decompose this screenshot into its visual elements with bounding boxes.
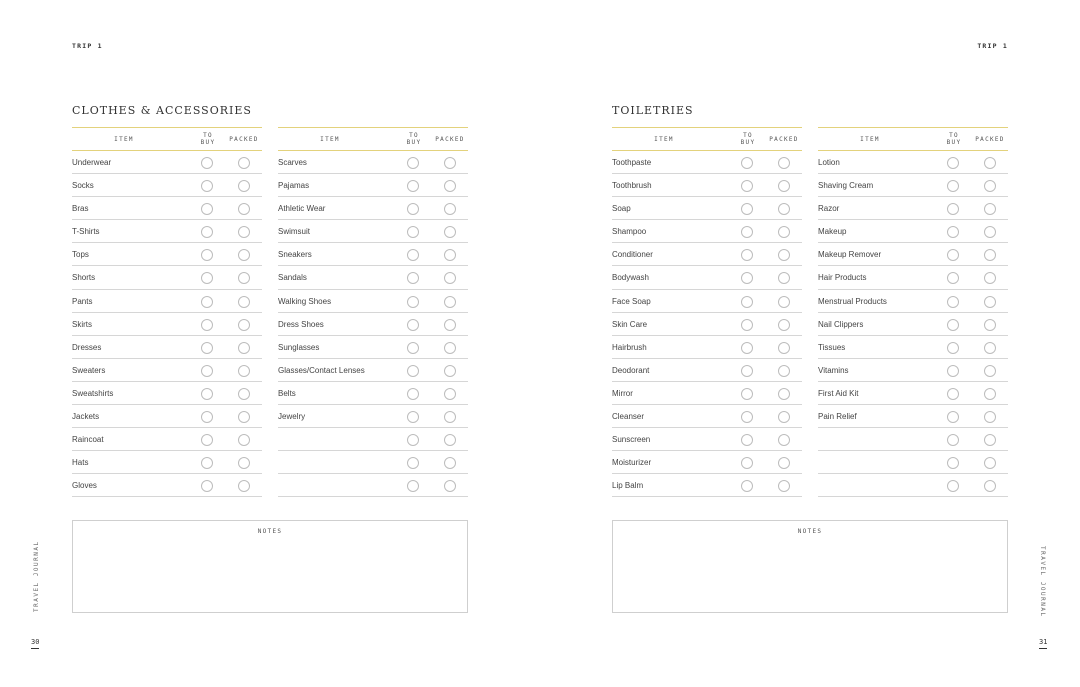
item-label: Pajamas — [278, 181, 310, 191]
packed-checkbox[interactable] — [444, 365, 456, 377]
item-label: Sunscreen — [612, 435, 651, 445]
packed-checkbox[interactable] — [984, 180, 996, 192]
item-label: Menstrual Products — [818, 296, 887, 306]
table-row — [278, 313, 468, 336]
to-buy-checkbox[interactable] — [947, 180, 959, 192]
table-row — [818, 405, 1008, 428]
table-row — [818, 359, 1008, 382]
packed-checkbox[interactable] — [778, 296, 790, 308]
header-item: ITEM — [320, 136, 340, 143]
packed-checkbox[interactable] — [984, 365, 996, 377]
to-buy-checkbox[interactable] — [407, 342, 419, 354]
table-row — [612, 220, 802, 243]
table-row — [612, 266, 802, 289]
item-label: Shampoo — [612, 227, 647, 237]
item-label: Toothbrush — [612, 181, 652, 191]
to-buy-checkbox[interactable] — [407, 249, 419, 261]
packed-checkbox[interactable] — [444, 388, 456, 400]
to-buy-checkbox[interactable] — [201, 365, 213, 377]
header-packed: PACKED — [229, 136, 259, 143]
to-buy-checkbox[interactable] — [201, 226, 213, 238]
to-buy-checkbox[interactable] — [407, 180, 419, 192]
item-label: Glasses/Contact Lenses — [278, 365, 365, 375]
packed-checkbox[interactable] — [238, 249, 250, 261]
packed-checkbox[interactable] — [984, 203, 996, 215]
to-buy-checkbox[interactable] — [741, 249, 753, 261]
table-row — [612, 290, 802, 313]
packed-checkbox[interactable] — [444, 249, 456, 261]
to-buy-checkbox[interactable] — [741, 457, 753, 469]
item-label: Soap — [612, 204, 631, 214]
table-row — [72, 290, 262, 313]
item-label: Pants — [72, 296, 93, 306]
page-number: 30 — [31, 638, 39, 649]
item-label: Lotion — [818, 158, 840, 167]
item-label: Tops — [72, 250, 89, 260]
packed-checkbox[interactable] — [778, 342, 790, 354]
table-row — [818, 174, 1008, 197]
spine-label: TRAVEL JOURNAL — [33, 540, 40, 612]
table-row — [72, 359, 262, 382]
packed-checkbox[interactable] — [778, 388, 790, 400]
trip-label: TRIP 1 — [977, 42, 1008, 50]
item-label: Vitamins — [818, 365, 849, 375]
table-row — [72, 197, 262, 220]
table-row — [818, 474, 1008, 497]
packed-checkbox[interactable] — [778, 226, 790, 238]
item-label: Face Soap — [612, 296, 651, 306]
table-row — [818, 243, 1008, 266]
packed-checkbox[interactable] — [984, 480, 996, 492]
to-buy-checkbox[interactable] — [947, 249, 959, 261]
table-row — [72, 174, 262, 197]
item-label: Deodorant — [612, 365, 650, 375]
packed-checkbox[interactable] — [984, 411, 996, 423]
header-packed: PACKED — [769, 136, 799, 143]
table-row — [278, 174, 468, 197]
item-label: Jackets — [72, 412, 100, 422]
to-buy-checkbox[interactable] — [407, 272, 419, 284]
to-buy-checkbox[interactable] — [947, 457, 959, 469]
packed-checkbox[interactable] — [778, 203, 790, 215]
table-row — [612, 313, 802, 336]
packed-checkbox[interactable] — [238, 296, 250, 308]
notes-label: NOTES — [257, 528, 283, 535]
to-buy-checkbox[interactable] — [201, 249, 213, 261]
right-page — [540, 0, 1080, 687]
table-row — [72, 313, 262, 336]
to-buy-checkbox[interactable] — [741, 226, 753, 238]
trip-label: TRIP 1 — [72, 42, 103, 50]
to-buy-checkbox[interactable] — [407, 319, 419, 331]
to-buy-checkbox[interactable] — [947, 226, 959, 238]
packed-checkbox[interactable] — [238, 180, 250, 192]
item-label: Lip Balm — [612, 481, 644, 491]
table-row — [278, 405, 468, 428]
item-label: Mirror — [612, 388, 633, 398]
to-buy-checkbox[interactable] — [741, 272, 753, 284]
to-buy-checkbox[interactable] — [741, 180, 753, 192]
packed-checkbox[interactable] — [778, 480, 790, 492]
table-row — [612, 151, 802, 174]
item-label: Sweaters — [72, 365, 106, 375]
to-buy-checkbox[interactable] — [407, 388, 419, 400]
packed-checkbox[interactable] — [238, 342, 250, 354]
table-row — [278, 474, 468, 497]
table-row — [612, 174, 802, 197]
notes-box[interactable] — [612, 520, 1008, 613]
to-buy-checkbox[interactable] — [741, 296, 753, 308]
packed-checkbox[interactable] — [778, 434, 790, 446]
to-buy-checkbox[interactable] — [741, 342, 753, 354]
to-buy-checkbox[interactable] — [201, 411, 213, 423]
to-buy-checkbox[interactable] — [201, 272, 213, 284]
item-label: Conditioner — [612, 250, 653, 260]
header-item: ITEM — [654, 136, 674, 143]
table-row — [278, 151, 468, 174]
table-row — [612, 428, 802, 451]
spine-label: TRAVEL JOURNAL — [1039, 546, 1046, 618]
to-buy-checkbox[interactable] — [947, 272, 959, 284]
table-row — [612, 243, 802, 266]
to-buy-checkbox[interactable] — [741, 411, 753, 423]
table-row — [278, 290, 468, 313]
header-packed: PACKED — [435, 136, 465, 143]
table-row — [818, 220, 1008, 243]
packed-checkbox[interactable] — [444, 272, 456, 284]
packed-checkbox[interactable] — [778, 272, 790, 284]
header-to-buy: TO BUY — [946, 132, 962, 146]
table-row — [612, 451, 802, 474]
to-buy-checkbox[interactable] — [201, 480, 213, 492]
to-buy-checkbox[interactable] — [407, 203, 419, 215]
table-header — [72, 127, 262, 151]
packed-checkbox[interactable] — [444, 457, 456, 469]
packed-checkbox[interactable] — [444, 226, 456, 238]
item-label: First Aid Kit — [818, 388, 859, 398]
to-buy-checkbox[interactable] — [947, 342, 959, 354]
item-label: Dress Shoes — [278, 319, 324, 329]
item-label: Skin Care — [612, 319, 648, 329]
to-buy-checkbox[interactable] — [201, 180, 213, 192]
table-row — [818, 313, 1008, 336]
table-row — [818, 336, 1008, 359]
section-title: CLOTHES & ACCESSORIES — [72, 104, 252, 117]
packed-checkbox[interactable] — [444, 319, 456, 331]
item-label: Scarves — [278, 158, 307, 167]
packed-checkbox[interactable] — [984, 272, 996, 284]
to-buy-checkbox[interactable] — [741, 157, 753, 169]
packed-checkbox[interactable] — [444, 434, 456, 446]
packed-checkbox[interactable] — [984, 319, 996, 331]
item-label: Belts — [278, 388, 296, 398]
table-row — [818, 451, 1008, 474]
to-buy-checkbox[interactable] — [947, 365, 959, 377]
packed-checkbox[interactable] — [238, 365, 250, 377]
packed-checkbox[interactable] — [238, 457, 250, 469]
packed-checkbox[interactable] — [984, 226, 996, 238]
header-item: ITEM — [860, 136, 880, 143]
packed-checkbox[interactable] — [984, 457, 996, 469]
packed-checkbox[interactable] — [444, 180, 456, 192]
table-row — [72, 220, 262, 243]
to-buy-checkbox[interactable] — [407, 480, 419, 492]
to-buy-checkbox[interactable] — [741, 434, 753, 446]
table-row — [278, 197, 468, 220]
to-buy-checkbox[interactable] — [947, 411, 959, 423]
table-row — [818, 290, 1008, 313]
table-row — [612, 359, 802, 382]
table-row — [72, 266, 262, 289]
to-buy-checkbox[interactable] — [407, 457, 419, 469]
item-label: Tissues — [818, 342, 846, 352]
table-row — [72, 382, 262, 405]
packed-checkbox[interactable] — [444, 203, 456, 215]
item-label: Sandals — [278, 273, 307, 283]
item-label: Raincoat — [72, 435, 104, 445]
item-label: Jewelry — [278, 412, 306, 422]
table-row — [278, 336, 468, 359]
packed-checkbox[interactable] — [444, 480, 456, 492]
item-label: Bodywash — [612, 273, 649, 283]
packed-checkbox[interactable] — [778, 457, 790, 469]
item-label: Socks — [72, 181, 94, 191]
item-label: Swimsuit — [278, 227, 311, 237]
to-buy-checkbox[interactable] — [407, 365, 419, 377]
table-row — [818, 151, 1008, 174]
table-row — [278, 451, 468, 474]
table-row — [278, 220, 468, 243]
packed-checkbox[interactable] — [444, 411, 456, 423]
item-label: Pain Relief — [818, 412, 857, 422]
to-buy-checkbox[interactable] — [201, 157, 213, 169]
packed-checkbox[interactable] — [444, 342, 456, 354]
packed-checkbox[interactable] — [778, 249, 790, 261]
packed-checkbox[interactable] — [444, 296, 456, 308]
item-label: Toothpaste — [612, 158, 652, 167]
to-buy-checkbox[interactable] — [407, 411, 419, 423]
item-label: Walking Shoes — [278, 296, 332, 306]
to-buy-checkbox[interactable] — [741, 203, 753, 215]
packed-checkbox[interactable] — [238, 480, 250, 492]
packed-checkbox[interactable] — [238, 434, 250, 446]
packed-checkbox[interactable] — [238, 157, 250, 169]
item-label: Dresses — [72, 342, 102, 352]
packed-checkbox[interactable] — [238, 319, 250, 331]
to-buy-checkbox[interactable] — [407, 226, 419, 238]
packed-checkbox[interactable] — [984, 342, 996, 354]
to-buy-checkbox[interactable] — [407, 434, 419, 446]
packed-checkbox[interactable] — [444, 157, 456, 169]
table-header — [278, 127, 468, 151]
packed-checkbox[interactable] — [778, 319, 790, 331]
item-label: T-Shirts — [72, 227, 100, 237]
packed-checkbox[interactable] — [238, 272, 250, 284]
to-buy-checkbox[interactable] — [947, 157, 959, 169]
packed-checkbox[interactable] — [778, 365, 790, 377]
item-label: Shaving Cream — [818, 181, 874, 191]
item-label: Nail Clippers — [818, 319, 864, 329]
checklist-table — [72, 127, 262, 497]
to-buy-checkbox[interactable] — [947, 388, 959, 400]
packed-checkbox[interactable] — [778, 411, 790, 423]
packed-checkbox[interactable] — [984, 434, 996, 446]
table-row — [72, 336, 262, 359]
to-buy-checkbox[interactable] — [201, 203, 213, 215]
checklist-table — [612, 127, 802, 497]
packed-checkbox[interactable] — [778, 157, 790, 169]
table-row — [278, 243, 468, 266]
to-buy-checkbox[interactable] — [201, 434, 213, 446]
item-label: Cleanser — [612, 412, 645, 422]
to-buy-checkbox[interactable] — [741, 480, 753, 492]
table-header — [612, 127, 802, 151]
table-row — [612, 382, 802, 405]
notes-box[interactable] — [72, 520, 468, 613]
item-label: Athletic Wear — [278, 204, 326, 214]
to-buy-checkbox[interactable] — [407, 157, 419, 169]
table-row — [612, 474, 802, 497]
item-label: Sunglasses — [278, 342, 320, 352]
to-buy-checkbox[interactable] — [407, 296, 419, 308]
table-row — [278, 266, 468, 289]
item-label: Sweatshirts — [72, 388, 114, 398]
item-label: Hats — [72, 458, 89, 468]
packed-checkbox[interactable] — [778, 180, 790, 192]
to-buy-checkbox[interactable] — [741, 319, 753, 331]
table-row — [72, 451, 262, 474]
table-row — [278, 359, 468, 382]
table-row — [278, 428, 468, 451]
packed-checkbox[interactable] — [984, 296, 996, 308]
table-row — [72, 405, 262, 428]
checklist-table — [818, 127, 1008, 497]
to-buy-checkbox[interactable] — [201, 388, 213, 400]
packed-checkbox[interactable] — [984, 249, 996, 261]
item-label: Skirts — [72, 319, 92, 329]
table-row — [72, 151, 262, 174]
table-row — [72, 428, 262, 451]
table-row — [72, 474, 262, 497]
page-number: 31 — [1039, 638, 1047, 649]
table-row — [278, 382, 468, 405]
packed-checkbox[interactable] — [984, 157, 996, 169]
item-label: Razor — [818, 204, 840, 214]
packed-checkbox[interactable] — [238, 203, 250, 215]
to-buy-checkbox[interactable] — [201, 319, 213, 331]
item-label: Bras — [72, 204, 89, 214]
item-label: Hair Products — [818, 273, 867, 283]
item-label: Makeup — [818, 227, 847, 237]
to-buy-checkbox[interactable] — [947, 480, 959, 492]
item-label: Sneakers — [278, 250, 312, 260]
packed-checkbox[interactable] — [238, 411, 250, 423]
item-label: Makeup Remover — [818, 250, 882, 260]
table-row — [818, 266, 1008, 289]
item-label: Shorts — [72, 273, 96, 283]
table-row — [818, 197, 1008, 220]
checklist-table — [278, 127, 468, 497]
table-row — [612, 197, 802, 220]
table-row — [818, 428, 1008, 451]
to-buy-checkbox[interactable] — [741, 388, 753, 400]
to-buy-checkbox[interactable] — [947, 296, 959, 308]
notes-label: NOTES — [797, 528, 823, 535]
packed-checkbox[interactable] — [984, 388, 996, 400]
to-buy-checkbox[interactable] — [201, 342, 213, 354]
packed-checkbox[interactable] — [238, 388, 250, 400]
item-label: Underwear — [72, 158, 112, 167]
header-to-buy: TO BUY — [406, 132, 422, 146]
item-label: Hairbrush — [612, 342, 647, 352]
to-buy-checkbox[interactable] — [201, 457, 213, 469]
table-row — [72, 243, 262, 266]
header-to-buy: TO BUY — [740, 132, 756, 146]
table-row — [612, 336, 802, 359]
table-header — [818, 127, 1008, 151]
header-packed: PACKED — [975, 136, 1005, 143]
to-buy-checkbox[interactable] — [947, 203, 959, 215]
table-row — [612, 405, 802, 428]
to-buy-checkbox[interactable] — [741, 365, 753, 377]
item-label: Moisturizer — [612, 458, 652, 468]
header-to-buy: TO BUY — [200, 132, 216, 146]
to-buy-checkbox[interactable] — [201, 296, 213, 308]
table-row — [818, 382, 1008, 405]
to-buy-checkbox[interactable] — [947, 434, 959, 446]
header-item: ITEM — [114, 136, 134, 143]
to-buy-checkbox[interactable] — [947, 319, 959, 331]
section-title: TOILETRIES — [612, 104, 694, 117]
item-label: Gloves — [72, 481, 97, 491]
packed-checkbox[interactable] — [238, 226, 250, 238]
